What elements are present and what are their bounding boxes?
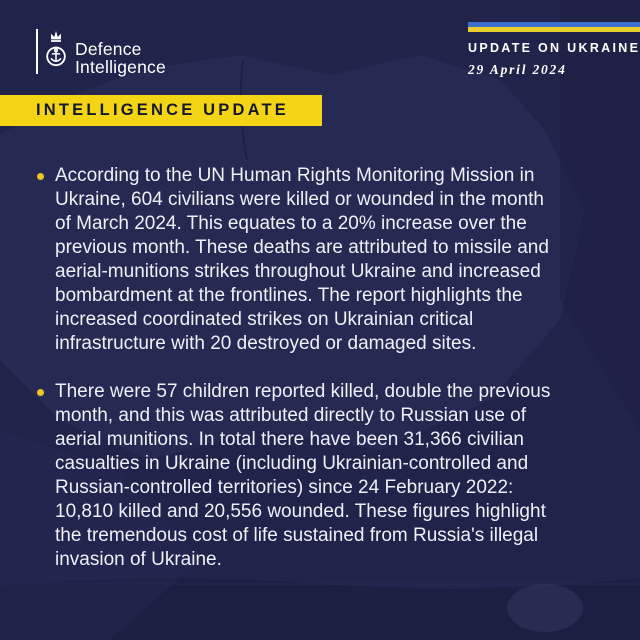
bullet-list [36,164,552,596]
update-block [468,22,640,78]
banner-title: INTELLIGENCE UPDATE [36,101,289,119]
bullet-dot-icon [37,173,44,180]
bullet-item-2 [36,380,552,572]
bullet-item-1 [36,164,552,356]
flag-yellow-stripe [468,27,640,32]
logo-divider [36,29,38,74]
update-on-ukraine-label: UPDATE ON UKRAINE [468,41,640,55]
logo-line-2: Intelligence [75,56,166,77]
ukraine-flag-bar-icon [468,22,640,32]
bullet-text-2: There were 57 children reported killed, double the previous month, and this was attributed directly to Russian use of aerial munitions. In total there have been 31,366 civilian casualties in Ukraine (including Ukrainian-controlled and Russian-controlled territories) since 24 February 2022: 10,810 killed and 20,556 wounded. These figures highlight the tremendous cost of life sustained from Russia's illegal invasion of Ukraine. [55,381,551,570]
defence-intelligence-logo [36,27,166,76]
logo-line-1: Defence [75,39,142,59]
intelligence-update-banner [0,95,322,126]
logo-text [75,41,166,76]
mod-crest-icon [44,28,68,72]
bullet-dot-icon [37,389,44,396]
update-date: 29 April 2024 [468,62,567,77]
bullet-text-1: According to the UN Human Rights Monitoring Mission in Ukraine, 604 civilians were killed or wounded in the month of March 2024. This equates to a 20% increase over the previous month. These deaths are attributed to missile and aerial-munitions strikes throughout Ukraine and increased bombardment at the frontlines. The report highlights the increased coordinated strikes on Ukrainian critical infrastructure with 20 destroyed or damaged sites. [55,165,549,354]
